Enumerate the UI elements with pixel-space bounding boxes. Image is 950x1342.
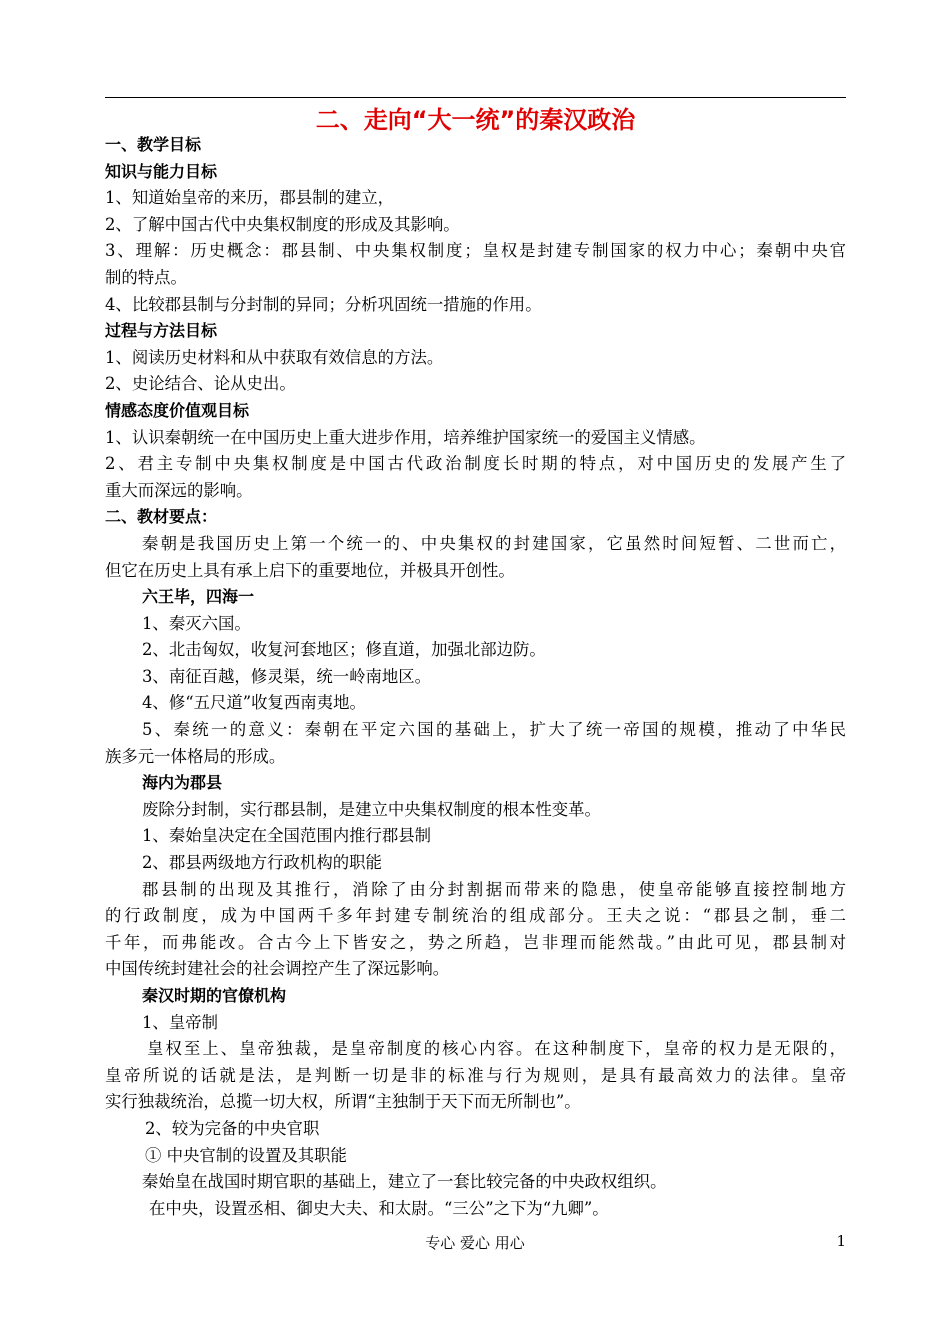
subsection-heading: 知识与能力目标 (105, 161, 218, 181)
list-item: 2、北击匈奴，收复河套地区；修直道，加强北部边防。 (142, 640, 546, 660)
subsection-heading: 情感态度价值观目标 (105, 400, 250, 420)
text-line: 秦始皇在战国时期官职的基础上，建立了一套比较完备的中央政权组织。 (142, 1172, 667, 1192)
header-rule (105, 97, 846, 98)
page-number: 1 (836, 1232, 846, 1250)
text-line: 1、认识秦朝统一在中国历史上重大进步作用，培养维护国家统一的爱国主义情感。 (105, 427, 706, 447)
text-line: 废除分封制，实行郡县制，是建立中央集权制度的根本性变革。 (142, 799, 601, 819)
text-line: 中国传统封建社会的社会调控产生了深远影响。 (105, 959, 450, 979)
text-line: 在中央，设置丞相、御史大夫、和太尉。“三公”之下为“九卿”。 (149, 1198, 609, 1218)
page-footer (0, 1232, 950, 1256)
list-item: 5、秦统一的意义：秦朝在平定六国的基础上，扩大了统一帝国的规模，推动了中华民 (142, 720, 846, 740)
text-line: 郡县制的出现及其推行，消除了由分封割据而带来的隐患，使皇帝能够直接控制地方 (142, 879, 846, 899)
subsection-heading: 秦汉时期的官僚机构 (142, 986, 287, 1005)
document-body (105, 132, 846, 1222)
section-heading: 二、教材要点： (105, 507, 218, 527)
subsection-heading: 六王毕，四海一 (142, 587, 255, 607)
text-line: 4、比较郡县制与分封制的异同；分析巩固统一措施的作用。 (105, 294, 542, 314)
subsection-heading: 海内为郡县 (142, 773, 223, 793)
list-item: 1、秦始皇决定在全国范围内推行郡县制 (142, 826, 432, 846)
text-line: 的行政制度，成为中国两千多年封建专制统治的组成部分。王夫之说：“郡县之制，垂二 (105, 906, 846, 926)
text-line: 秦朝是我国历史上第一个统一的、中央集权的封建国家，它虽然时间短暂、二世而亡， (142, 533, 846, 553)
text-line: 2、了解中国古代中央集权制度的形成及其影响。 (105, 214, 460, 234)
text-line: 实行独裁统治，总揽一切大权，所谓“主独制于天下而无所制也”。 (105, 1092, 581, 1112)
text-line: 1、阅读历史材料和从中获取有效信息的方法。 (105, 347, 444, 367)
list-item: 2、较为完备的中央官职 (145, 1118, 320, 1138)
section-heading: 一、教学目标 (105, 135, 202, 154)
list-item: 1、皇帝制 (142, 1012, 218, 1032)
subsection-heading: 过程与方法目标 (105, 321, 218, 341)
text-line: 制的特点。 (105, 267, 187, 287)
list-item: 2、郡县两级地方行政机构的职能 (142, 853, 382, 873)
list-item: 3、南征百越，修灵渠，统一岭南地区。 (142, 666, 432, 686)
text-line: 皇帝所说的话就是法，是判断一切是非的标准与行为规则，是具有最高效力的法律。皇帝 (105, 1065, 846, 1085)
document-title: 二、走向“大一统”的秦汉政治 (315, 106, 636, 134)
text-line: 3、理解：历史概念：郡县制、中央集权制度；皇权是封建专制国家的权力中心；秦朝中央官 (105, 241, 846, 261)
text-line: 2、史论结合、论从史出。 (105, 374, 296, 394)
footer-motto: 专心 爱心 用心 (425, 1234, 525, 1252)
text-line: 皇权至上、皇帝独裁，是皇帝制度的核心内容。在这种制度下，皇帝的权力是无限的， (147, 1039, 846, 1059)
text-line: 重大而深远的影响。 (105, 480, 253, 500)
text-line: 1、知道始皇帝的来历，郡县制的建立， (105, 188, 395, 208)
text-line: 2、君主专制中央集权制度是中国古代政治制度长时期的特点，对中国历史的发展产生了 (105, 454, 846, 474)
text-line: 族多元一体格局的形成。 (105, 746, 286, 766)
text-line: 但它在历史上具有承上启下的重要地位，并极具开创性。 (105, 560, 515, 580)
list-item: ① 中央官制的设置及其职能 (145, 1145, 347, 1165)
list-item: 4、修“五尺道”收复西南夷地。 (142, 693, 366, 713)
list-item: 1、秦灭六国。 (142, 613, 251, 633)
text-line: 千年，而弗能改。合古今上下皆安之，势之所趋，岂非理而能然哉。”由此可见，郡县制对 (105, 932, 846, 952)
